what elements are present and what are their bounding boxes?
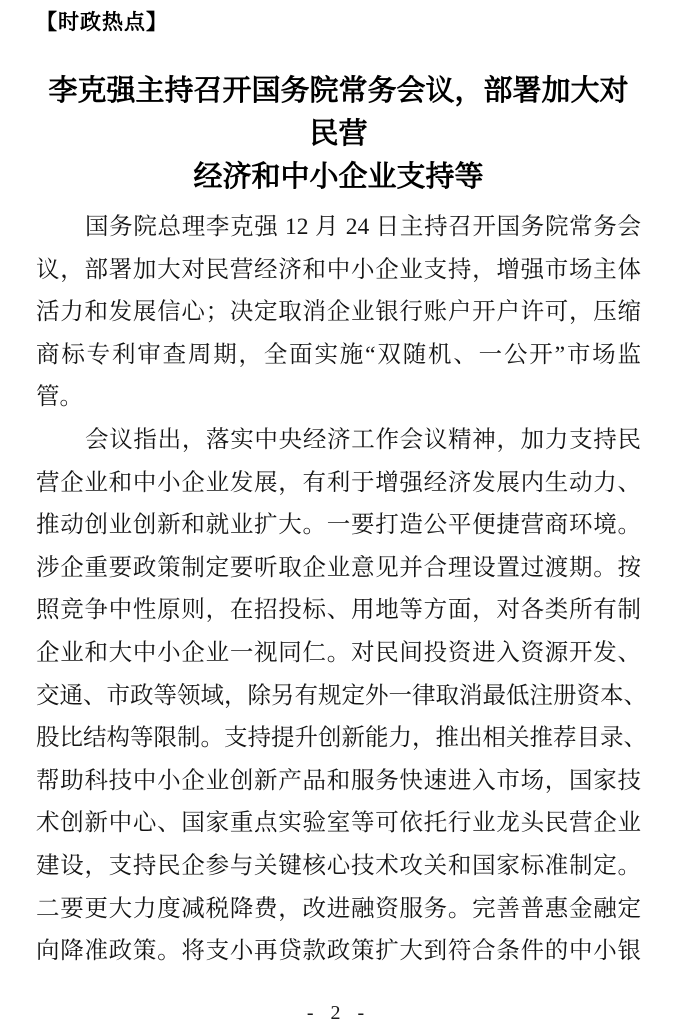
text-line: 商标专利审查周期，全面实施“双随机、一公开”市场监 — [36, 341, 641, 368]
title-line-1: 李克强主持召开国务院常务会议，部署加大对民营 — [48, 75, 629, 150]
text-line: 交通、市政等领域，除另有规定外一律取消最低注册资本、 — [36, 682, 647, 709]
text-line: 建设，支持民企参与关键核心技术攻关和国家标准制定。 — [36, 852, 641, 879]
text-line: 国务院总理李克强 12 月 24 日主持召开国务院常务会 — [85, 214, 641, 240]
document-title — [36, 70, 641, 199]
text-line: 活力和发展信心；决定取消企业银行账户开户许可，压缩 — [36, 299, 641, 326]
text-line: 营企业和中小企业发展，有利于增强经济发展内生动力、 — [36, 469, 641, 496]
text-line: 二要更大力度减税降费，改进融资服务。完善普惠金融定 — [36, 895, 641, 922]
text-line: 企业和大中小企业一视同仁。对民间投资进入资源开发、 — [36, 639, 641, 666]
section-tag: 【时政热点】 — [36, 11, 168, 34]
text-line: 会议指出，落实中央经济工作会议精神，加力支持民 — [85, 426, 641, 453]
text-line: 管。 — [36, 384, 83, 411]
text-line: 股比结构等限制。支持提升创新能力，推出相关推荐目录、 — [36, 725, 647, 752]
paragraph-2 — [36, 419, 647, 973]
text-line: 推动创业创新和就业扩大。一要打造公平便捷营商环境。 — [36, 512, 641, 539]
title-line-2: 经济和中小企业支持等 — [193, 161, 484, 193]
text-line: 术创新中心、国家重点实验室等可依托行业龙头民营企业 — [36, 810, 641, 837]
page-number: - 2 - — [306, 1001, 371, 1024]
text-line: 涉企重要政策制定要听取企业意见并合理设置过渡期。按 — [36, 554, 641, 581]
paragraph-1 — [36, 206, 641, 419]
document-body — [36, 206, 647, 973]
text-line: 帮助科技中小企业创新产品和服务快速进入市场，国家技 — [36, 767, 641, 794]
text-line: 照竞争中性原则，在招投标、用地等方面，对各类所有制 — [36, 597, 641, 624]
text-line: 议，部署加大对民营经济和中小企业支持，增强市场主体 — [36, 256, 641, 283]
text-line: 向降准政策。将支小再贷款政策扩大到符合条件的中小银 — [36, 938, 641, 965]
